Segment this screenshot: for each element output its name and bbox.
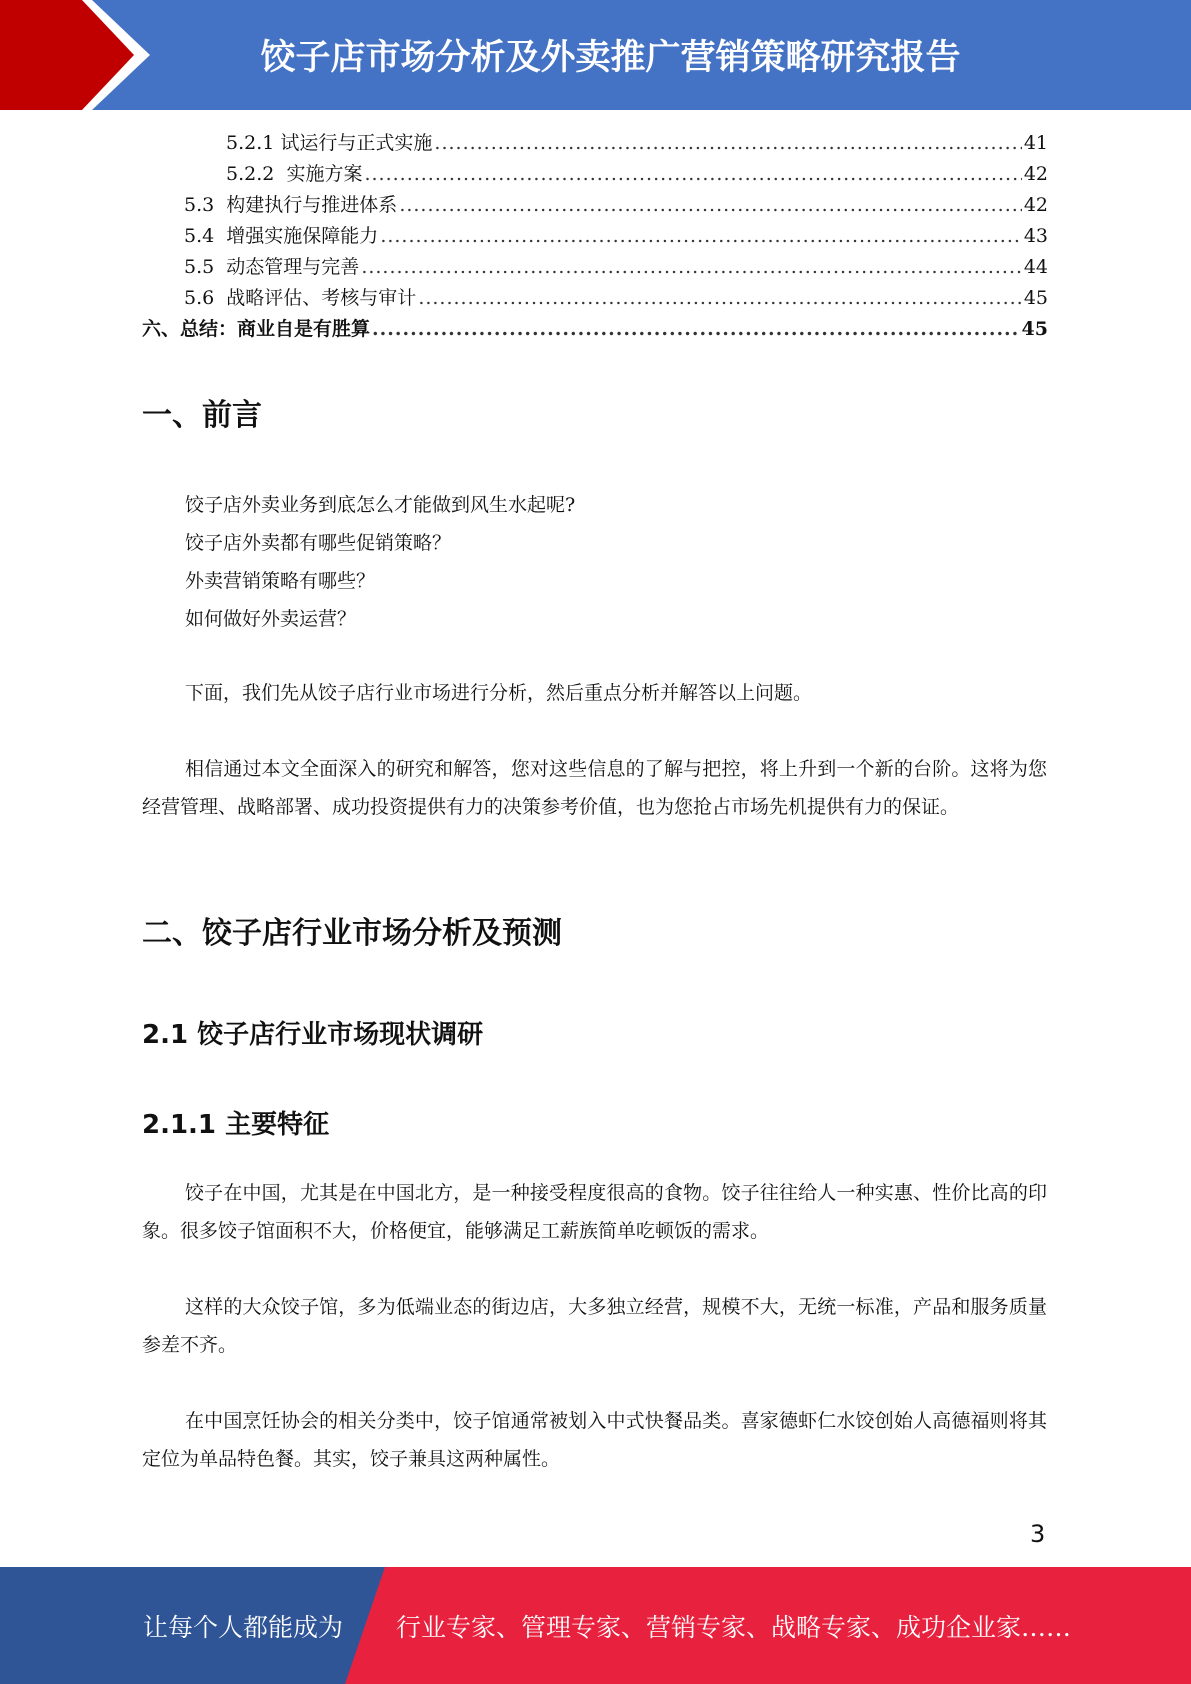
toc-leader-dots bbox=[399, 191, 1022, 219]
toc-leader-dots bbox=[418, 284, 1022, 312]
section-heading: 二、饺子店行业市场分析及预测 bbox=[142, 916, 562, 951]
toc-entry-page: 43 bbox=[1023, 225, 1048, 247]
page-number: 3 bbox=[1030, 1520, 1046, 1548]
toc-entry-number: 5.5 bbox=[184, 256, 227, 278]
toc-entry-title: 增强实施保障能力 bbox=[226, 225, 379, 247]
footer-slogan-right: 行业专家、管理专家、营销专家、战略专家、成功企业家…… bbox=[396, 1612, 1072, 1642]
toc-entry[interactable] bbox=[184, 222, 1048, 250]
toc-entry[interactable] bbox=[184, 253, 1048, 281]
header-chevron-decoration bbox=[0, 0, 150, 110]
body-paragraph: 在中国烹饪协会的相关分类中，饺子馆通常被划入中式快餐品类。喜家德虾仁水饺创始人高德福则将其定位为单品特色餐。其实，饺子兼具这两种属性。 bbox=[142, 1410, 1047, 1470]
body-paragraph: 相信通过本文全面深入的研究和解答，您对这些信息的了解与把控，将上升到一个新的台阶。这将为您经营管理、战略部署、成功投资提供有力的决策参考价值，也为您抢占市场先机提供有力的保证。 bbox=[142, 758, 1047, 818]
toc-entry-page: 42 bbox=[1023, 163, 1048, 185]
body-paragraph: 这样的大众饺子馆，多为低端业态的街边店，大多独立经营，规模不大，无统一标准，产品和服务质量参差不齐。 bbox=[142, 1296, 1047, 1356]
toc-entry-number: 5.2.2 bbox=[226, 163, 287, 185]
page-footer bbox=[0, 1567, 1191, 1684]
toc-leader-dots bbox=[434, 129, 1021, 157]
toc-entry[interactable] bbox=[226, 160, 1048, 188]
toc-leader-dots bbox=[364, 160, 1021, 188]
toc-entry[interactable] bbox=[142, 315, 1048, 343]
toc-entry-title: 总结：商业自是有胜算 bbox=[180, 318, 371, 340]
toc-entry[interactable] bbox=[184, 191, 1048, 219]
toc-entry-title: 战略评估、考核与审计 bbox=[226, 287, 417, 309]
toc-entry[interactable] bbox=[184, 284, 1048, 312]
toc-entry-title: 动态管理与完善 bbox=[226, 256, 360, 278]
toc-leader-dots bbox=[361, 253, 1022, 281]
toc-entry-page: 41 bbox=[1023, 132, 1048, 154]
toc-entry-page: 44 bbox=[1023, 256, 1048, 278]
header-title: 饺子店市场分析及外卖推广营销策略研究报告 bbox=[260, 38, 961, 78]
subsection-heading: 2.1 饺子店行业市场现状调研 bbox=[142, 1020, 484, 1050]
body-paragraph: 下面，我们先从饺子店行业市场进行分析，然后重点分析并解答以上问题。 bbox=[185, 682, 813, 704]
toc-entry-number: 5.3 bbox=[184, 194, 227, 216]
toc-entry-number: 5.2.1 bbox=[226, 132, 281, 154]
page-header bbox=[0, 0, 1191, 110]
question-line: 饺子店外卖都有哪些促销策略？ bbox=[185, 532, 452, 554]
toc-entry-number: 5.6 bbox=[184, 287, 227, 309]
toc-entry-number: 六、 bbox=[142, 318, 181, 340]
question-line: 如何做好外卖运营？ bbox=[185, 608, 357, 630]
toc-entry-title: 试运行与正式实施 bbox=[280, 132, 433, 154]
body-paragraph: 饺子在中国，尤其是在中国北方，是一种接受程度很高的食物。饺子往往给人一种实惠、性价比高的印象。很多饺子馆面积不大，价格便宜，能够满足工薪族简单吃顿饭的需求。 bbox=[142, 1182, 1047, 1242]
toc-entry-title: 实施方案 bbox=[286, 163, 363, 185]
toc-entry-number: 5.4 bbox=[184, 225, 227, 247]
subsubsection-heading: 2.1.1 主要特征 bbox=[142, 1110, 330, 1140]
toc-entry-page: 45 bbox=[1021, 318, 1048, 340]
toc-leader-dots bbox=[380, 222, 1022, 250]
question-line: 饺子店外卖业务到底怎么才能做到风生水起呢? bbox=[185, 494, 576, 516]
toc-leader-dots bbox=[372, 315, 1020, 343]
section-heading: 一、前言 bbox=[142, 398, 262, 433]
question-line: 外卖营销策略有哪些？ bbox=[185, 570, 376, 592]
footer-slogan-left: 让每个人都能成为 bbox=[143, 1612, 344, 1642]
toc-entry[interactable] bbox=[226, 129, 1048, 157]
toc-entry-title: 构建执行与推进体系 bbox=[226, 194, 398, 216]
toc-entry-page: 45 bbox=[1023, 287, 1048, 309]
toc-entry-page: 42 bbox=[1023, 194, 1048, 216]
